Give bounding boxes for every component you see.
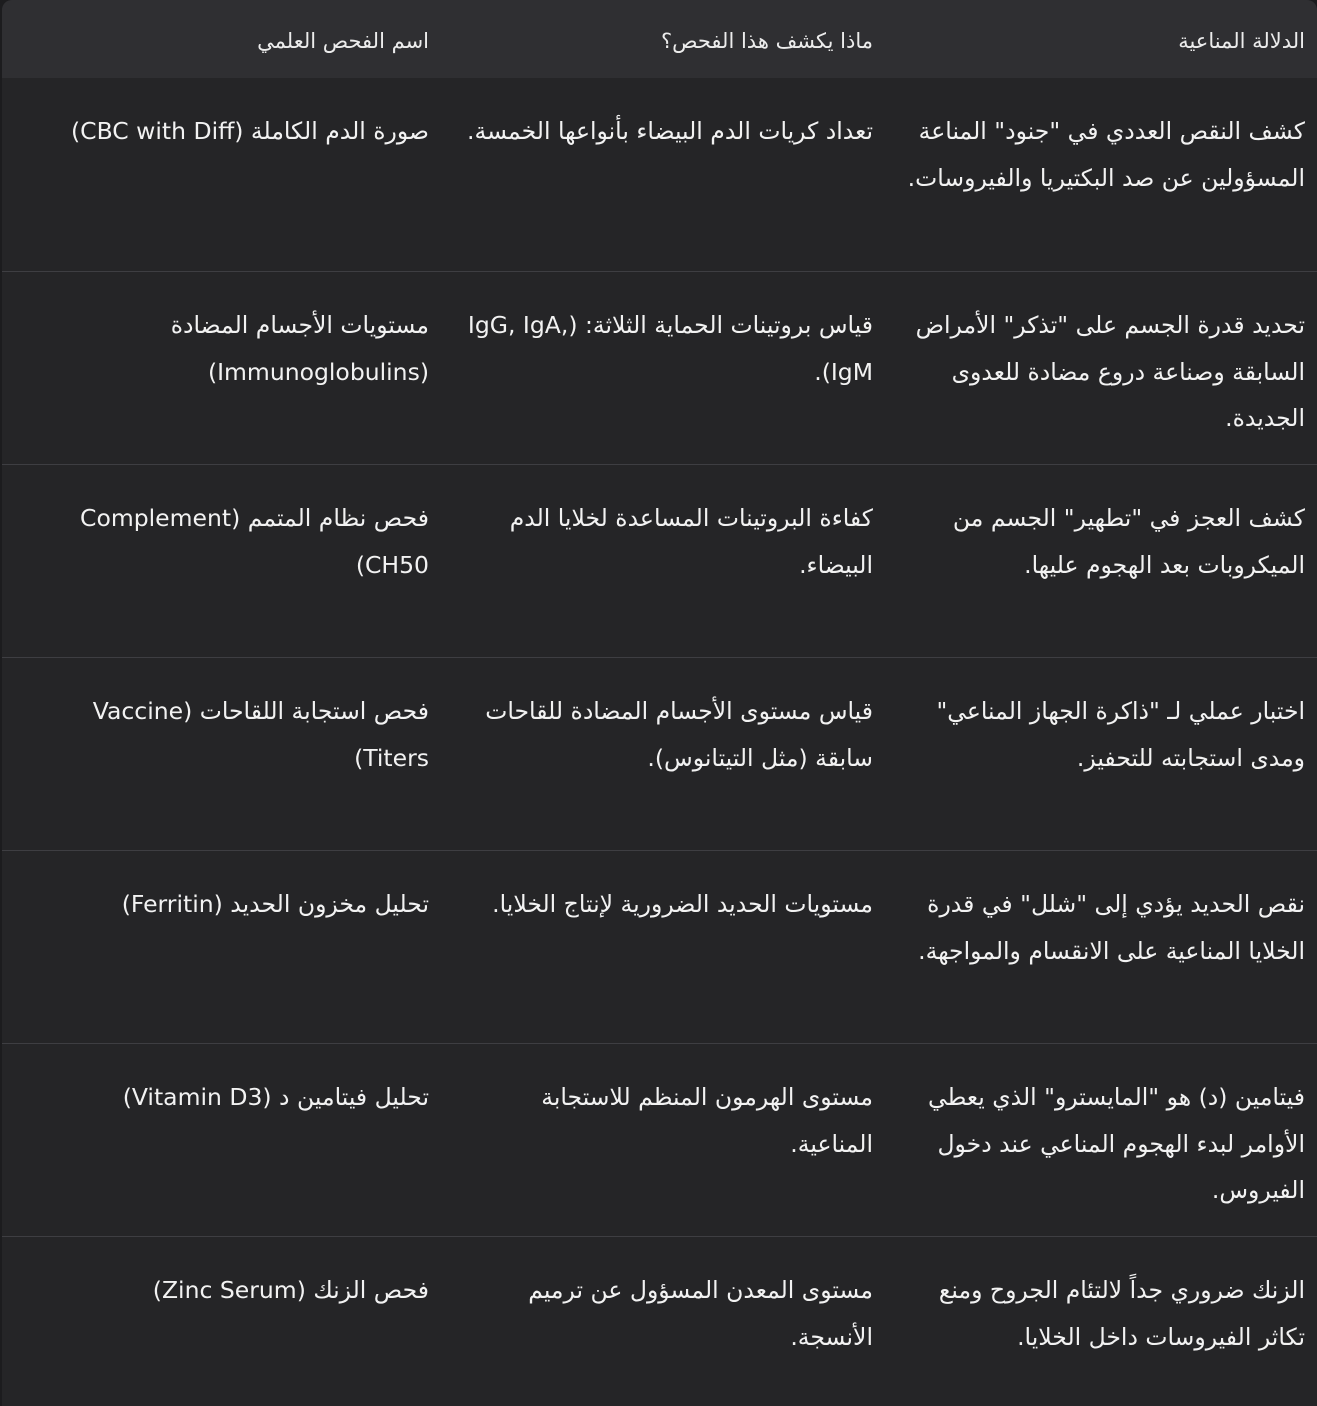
cell-immune-meaning: كشف النقص العددي في "جنود" المناعة المسؤولين عن صد البكتيريا والفيروسات. (907, 117, 1305, 192)
cell-what-it-reveals: مستويات الحديد الضرورية لإنتاج الخلايا. (492, 890, 873, 918)
header-test-name: اسم الفحص العلمي (257, 29, 429, 53)
table-row (2, 657, 1317, 850)
table-row (2, 464, 1317, 657)
table-row (2, 1236, 1317, 1406)
table-row (2, 850, 1317, 1043)
cell-what-it-reveals: قياس مستوى الأجسام المضادة للقاحات سابقة (مثل التيتانوس). (485, 697, 873, 772)
cell-test-name: تحليل فيتامين د (Vitamin D3) (122, 1083, 429, 1111)
cell-what-it-reveals: قياس بروتينات الحماية الثلاثة: (IgG, IgA, IgM). (467, 311, 873, 386)
table-row (2, 1043, 1317, 1236)
cell-immune-meaning: فيتامين (د) هو "المايسترو" الذي يعطي الأوامر لبدء الهجوم المناعي عند دخول الفيروس. (928, 1083, 1305, 1204)
cell-test-name: صورة الدم الكاملة (CBC with Diff) (70, 117, 429, 145)
cell-test-name: فحص استجابة اللقاحات (Vaccine Titers) (92, 697, 429, 772)
cell-what-it-reveals: تعداد كريات الدم البيضاء بأنواعها الخمسة. (467, 117, 873, 145)
cell-immune-meaning: كشف العجز في "تطهير" الجسم من الميكروبات بعد الهجوم عليها. (952, 504, 1305, 579)
table-body (2, 78, 1317, 1406)
cell-what-it-reveals: مستوى الهرمون المنظم للاستجابة المناعية. (541, 1083, 873, 1158)
cell-test-name: فحص نظام المتمم (Complement CH50) (80, 504, 429, 579)
cell-what-it-reveals: كفاءة البروتينات المساعدة لخلايا الدم البيضاء. (509, 504, 873, 579)
cell-immune-meaning: الزنك ضروري جداً لالتئام الجروح ومنع تكاثر الفيروسات داخل الخلايا. (938, 1276, 1305, 1351)
header-what-it-reveals: ماذا يكشف هذا الفحص؟ (661, 29, 873, 53)
cell-test-name: فحص الزنك (Zinc Serum) (152, 1276, 429, 1304)
cell-immune-meaning: تحديد قدرة الجسم على "تذكر" الأمراض السابقة وصناعة دروع مضادة للعدوى الجديدة. (915, 311, 1305, 432)
header-immune-meaning: الدلالة المناعية (1178, 29, 1305, 53)
cell-what-it-reveals: مستوى المعدن المسؤول عن ترميم الأنسجة. (528, 1276, 873, 1351)
table-header-row (2, 0, 1317, 78)
cell-test-name: تحليل مخزون الحديد (Ferritin) (121, 890, 429, 918)
table-row (2, 271, 1317, 464)
table-row (2, 78, 1317, 271)
immune-tests-table (2, 0, 1317, 1406)
cell-immune-meaning: نقص الحديد يؤدي إلى "شلل" في قدرة الخلايا المناعية على الانقسام والمواجهة. (918, 890, 1305, 965)
cell-test-name: مستويات الأجسام المضادة (Immunoglobulins) (170, 311, 429, 386)
cell-immune-meaning: اختبار عملي لـ "ذاكرة الجهاز المناعي" ومدى استجابته للتحفيز. (936, 697, 1305, 772)
